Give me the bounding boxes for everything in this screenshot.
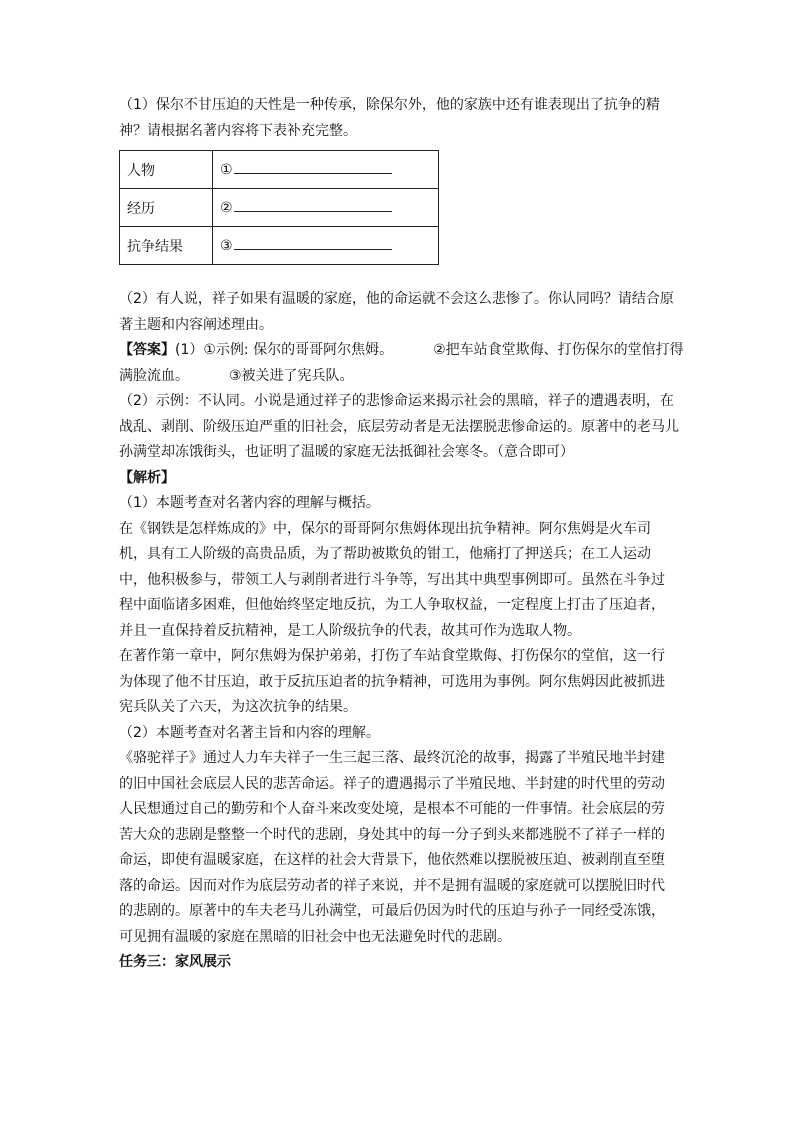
answer-line-2 [119,364,679,390]
table-row [120,227,439,265]
question-1-line-2: 神？请根据名著内容将下表补充完整。 [119,122,357,139]
analysis-line: （1）本题考查对名著内容的理解与概括。 [119,495,380,511]
analysis-tag: 【解析】 [119,469,175,486]
analysis-line: 《骆驼祥子》通过人力车夫祥子一生三起三落、最终沉沦的故事，揭露了半殖民地半封建 [119,750,665,766]
analysis-line: 在《钢铁是怎样炼成的》中，保尔的哥哥阿尔焦姆体现出抗争精神。阿尔焦姆是火车司 [119,520,651,537]
analysis-line: 机，具有工人阶级的高贵品质，为了帮助被欺负的钳工，他痛打了押送兵；在工人运动 [119,546,651,562]
analysis-line: 命运，即使有温暖家庭，在这样的社会大背景下，他依然难以摆脱被压迫、被剥削直至堕 [119,852,665,868]
answer-line-3: （2）示例：不认同。小说是通过祥子的悲惨命运来揭示社会的黑暗，祥子的遭遇表明，在 [119,393,674,409]
analysis-line: 宪兵队关了六天，为这次抗争的结果。 [119,699,357,715]
table-label-experience: 经历 [120,189,213,227]
analysis-line: 可见拥有温暖的家庭在黑暗的旧社会中也无法避免时代的悲剧。 [119,928,511,945]
table-answer-cell [213,151,439,189]
analysis-line: 在著作第一章中，阿尔焦姆为保护弟弟，打伤了车站食堂欺侮、打伤保尔的堂倌，这一行 [119,648,665,664]
table-answer-cell [213,227,439,265]
blank-marker: ① [220,162,233,178]
table-answer-cell [213,189,439,227]
analysis-line: 人民想通过自己的勤劳和个人奋斗来改变处境，是根本不可能的一件事情。社会底层的劳 [119,801,665,817]
analysis-line: 程中面临诸多困难，但他始终坚定地反抗，为工人争取权益，一定程度上打击了压迫者， [119,597,665,613]
analysis-line: 的旧中国社会底层人民的悲苦命运。祥子的遭遇揭示了半殖民地、半封建的时代里的劳动 [119,775,665,792]
question-1-line-1: （1）保尔不甘压迫的天性是一种传承，除保尔外，他的家族中还有谁表现出了抗争的精 [119,97,660,113]
answer-part-1a: (1）①示例: 保尔的哥哥阿尔焦姆。 [175,342,394,358]
table-row [120,189,439,227]
analysis-line: （2）本题考查对名著主旨和内容的理解。 [119,724,380,741]
analysis-line: 的悲剧的。原著中的车夫老马儿孙满堂，可最后仍因为时代的压迫与孙子一同经受冻饿， [119,903,665,919]
analysis-line: 落的命运。因而对作为底层劳动者的祥子来说，并不是拥有温暖的家庭就可以摆脱旧时代 [119,877,665,894]
question-2-line-2: 著主题和内容阐述理由。 [119,316,273,333]
answer-part-1b: ②把车站食堂欺侮、打伤保尔的堂倌打得 [433,342,684,358]
analysis-line: 并且一直保持着反抗精神，是工人阶级抗争的代表，故其可作为选取人物。 [119,622,581,639]
answer-line-4: 战乱、剥削、阶级压迫严重的旧社会，底层劳动者是无法摆脱悲惨命运的。原著中的老马儿 [119,418,679,435]
document-page [119,93,684,976]
answer-blank-line [234,161,392,174]
table-row [120,151,439,189]
table-label-person: 人物 [120,151,213,189]
answer-line-1 [119,338,684,364]
answer-tag: 【答案】 [119,342,175,358]
blank-marker: ③ [220,238,233,254]
analysis-line: 苦大众的悲剧是整整一个时代的悲剧，身处其中的每一分子到头来都逃脱不了祥子一样的 [119,826,665,843]
analysis-line: 为体现了他不甘压迫，敢于反抗压迫者的抗争精神，可选用为事例。阿尔焦姆因此被抓进 [119,673,665,690]
answer-blank-line [234,237,392,250]
answer-blank-line [234,199,392,212]
question-2-line-1: （2）有人说，祥子如果有温暖的家庭，他的命运就不会这么悲惨了。你认同吗？请结合原 [119,291,674,307]
table-label-result: 抗争结果 [120,227,213,265]
fill-in-table [119,150,439,265]
answer-line-5: 孙满堂却冻饿街头，也证明了温暖的家庭无法抵御社会寒冬。（意合即可） [119,444,574,460]
blank-marker: ② [220,200,233,216]
analysis-line: 中，他积极参与，带领工人与剥削者进行斗争等，写出其中典型事例即可。虽然在斗争过 [119,571,665,588]
task-3-heading: 任务三：家风展示 [119,954,231,970]
answer-part-2a: 满脸流血。 [119,367,189,384]
answer-part-2b: ③被关进了宪兵队。 [229,367,354,384]
